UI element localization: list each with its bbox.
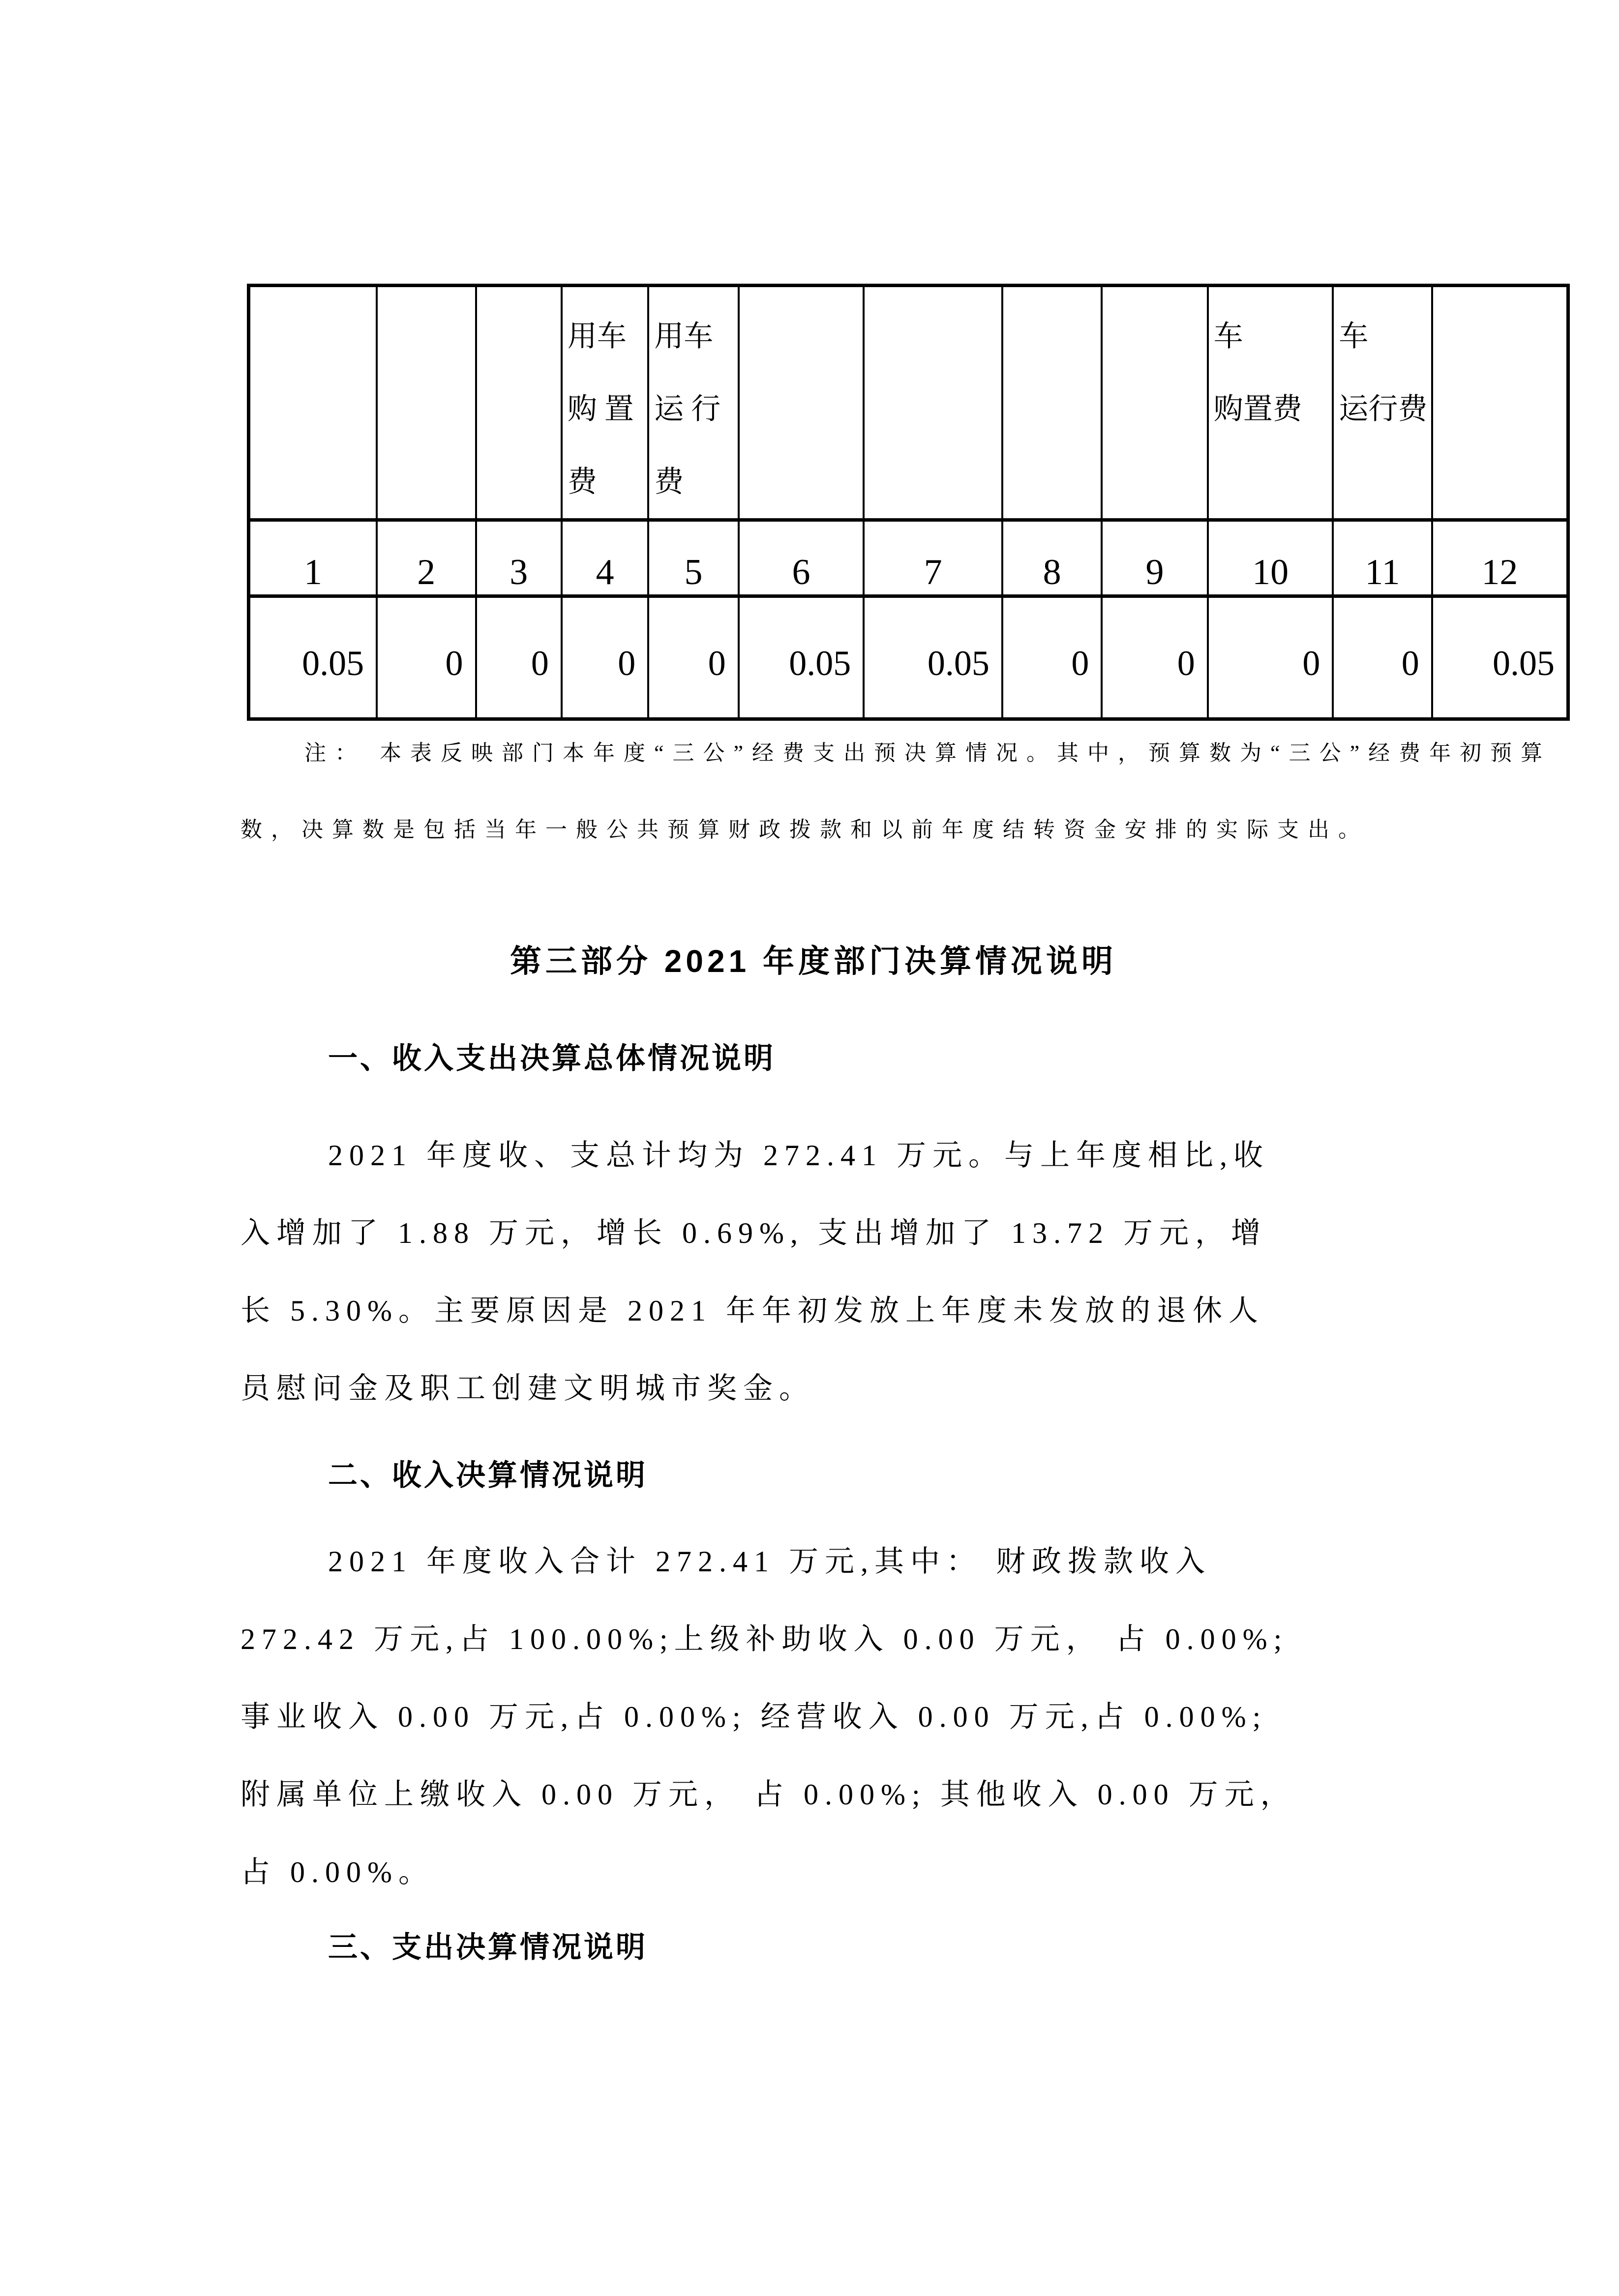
table-header-cell	[739, 286, 864, 520]
table-column-number-cell: 4	[562, 520, 648, 596]
table-column-number-cell: 8	[1002, 520, 1102, 596]
table-value-cell: 0	[1102, 596, 1207, 719]
text-line: 长 5.30%。主要原因是 2021 年年初发放上年度未发放的退休人	[240, 1295, 1264, 1327]
table-value-cell: 0	[1002, 596, 1102, 719]
table-value-cell: 0	[476, 596, 562, 719]
table-header-cell	[1208, 286, 1333, 520]
paragraph-overview	[240, 1117, 1470, 1427]
header-line: 用车	[567, 320, 627, 353]
table-column-number-cell: 7	[864, 520, 1002, 596]
table-column-number-cell: 12	[1432, 520, 1568, 596]
header-line: 车	[1213, 320, 1243, 353]
text-line: 附属单位上缴收入 0.00 万元， 占 0.00%; 其他收入 0.00 万元，	[240, 1778, 1296, 1811]
header-line: 运 行	[654, 393, 721, 425]
table-column-number-cell: 3	[476, 520, 562, 596]
header-line: 费	[567, 466, 597, 498]
header-line: 费	[654, 466, 684, 498]
text-line: 占 0.00%。	[240, 1856, 434, 1888]
table-header-cell	[476, 286, 562, 520]
table-header-cell	[562, 286, 648, 520]
text-line: 入增加了 1.88 万元，增长 0.69%, 支出增加了 13.72 万元，增	[240, 1217, 1267, 1249]
text-line: 272.42 万元,占 100.00%;上级补助收入 0.00 万元， 占 0.00%;	[240, 1623, 1289, 1655]
paragraph-income	[240, 1523, 1470, 1911]
table-header-row	[249, 286, 1568, 520]
table-header-cell	[864, 286, 1002, 520]
text-line: 2021 年度收、支总计均为 272.41 万元。与上年度相比,收	[328, 1139, 1269, 1172]
table-header-cell	[1333, 286, 1432, 520]
table-value-cell: 0	[648, 596, 738, 719]
table-header-cell	[648, 286, 738, 520]
table-value-cell: 0.05	[864, 596, 1002, 719]
table-column-number-cell: 11	[1333, 520, 1432, 596]
table-value-cell: 0	[562, 596, 648, 719]
table-header-cell	[1102, 286, 1207, 520]
table-value-cell: 0.05	[1432, 596, 1568, 719]
table-value-cell: 0	[1333, 596, 1432, 719]
heading-income-statement: 二、收入决算情况说明	[328, 1459, 648, 1492]
table-column-number-cell: 9	[1102, 520, 1207, 596]
table-value-cell: 0.05	[739, 596, 864, 719]
text-line: 数，决算数是包括当年一般公共预算财政拨款和以前年度结转资金安排的实际支出。	[240, 818, 1369, 842]
header-line: 购置费	[1213, 393, 1302, 425]
table-footnote	[240, 715, 1598, 868]
table-column-number-cell: 1	[249, 520, 377, 596]
header-line: 用车	[654, 320, 714, 353]
text-line: 2021 年度收入合计 272.41 万元,其中： 财政拨款收入	[328, 1545, 1211, 1578]
text-line: 注： 本表反映部门本年度“三公”经费支出预决算情况。其中，预算数为“三公”经费年初预算	[304, 741, 1552, 765]
header-line: 车	[1339, 320, 1369, 353]
table-header-cell	[377, 286, 476, 520]
heading-income-expense-overview: 一、收入支出决算总体情况说明	[328, 1042, 776, 1075]
part3-title: 第三部分 2021 年度部门决算情况说明	[510, 943, 1117, 979]
table-header-cell	[1432, 286, 1568, 520]
table-column-number-cell: 5	[648, 520, 738, 596]
table-column-number-cell: 6	[739, 520, 864, 596]
table-header-cell	[249, 286, 377, 520]
table-value-cell: 0.05	[249, 596, 377, 719]
text-line: 员慰问金及职工创建文明城市奖金。	[240, 1372, 815, 1405]
table-value-cell: 0	[377, 596, 476, 719]
header-line: 运行费	[1339, 393, 1428, 425]
heading-expense-statement: 三、支出决算情况说明	[328, 1931, 648, 1964]
table-column-number-row	[249, 520, 1568, 596]
table-column-number-cell: 2	[377, 520, 476, 596]
table-value-row	[249, 596, 1568, 719]
table-value-cell: 0	[1208, 596, 1333, 719]
table-header-cell	[1002, 286, 1102, 520]
header-line: 购 置	[567, 393, 634, 425]
text-line: 事业收入 0.00 万元,占 0.00%; 经营收入 0.00 万元,占 0.00%;	[240, 1701, 1267, 1733]
table-column-number-cell: 10	[1208, 520, 1333, 596]
three-public-funds-table	[247, 284, 1570, 721]
